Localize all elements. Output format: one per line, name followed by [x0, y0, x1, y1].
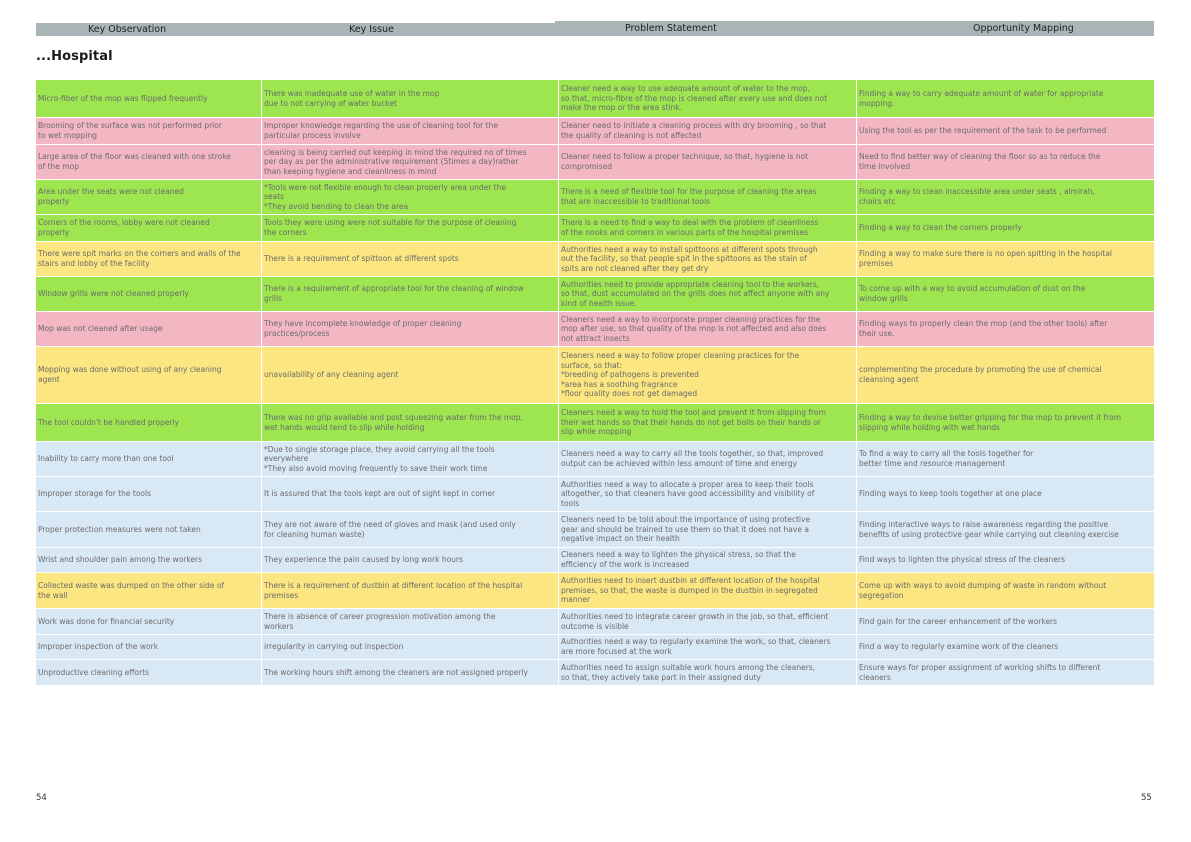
problem-cell	[559, 118, 857, 144]
problem-cell-text: Cleaners need to be told about the importance of using protective gear and should be trained to use them so that it does not have a negative impact on their health	[561, 515, 811, 544]
problem-cell	[559, 512, 857, 547]
opportunity-cell	[857, 180, 1154, 214]
observation-cell-text: Improper storage for the tools	[38, 489, 152, 499]
opportunity-cell	[857, 442, 1154, 476]
opportunity-cell-text: Finding a way to clean inaccessible area under seats , almirah, chairs etc	[859, 187, 1095, 206]
issue-cell-text: There is absence of career progression motivation among the workers	[264, 611, 496, 631]
problem-cell	[559, 145, 857, 179]
issue-cell	[262, 118, 559, 144]
issue-cell	[262, 145, 559, 179]
problem-cell	[559, 242, 857, 276]
observation-cell-text: Corners of the rooms, lobby were not cleaned properly	[38, 218, 210, 237]
opportunity-cell-text: Finding a way to clean the corners properly	[859, 223, 1022, 233]
problem-cell-text: Cleaner need to initiate a cleaning process with dry brooming , so that the quality of cleaning is not affected	[561, 121, 827, 140]
table-row	[36, 635, 1154, 660]
opportunity-cell	[857, 215, 1154, 241]
opportunity-cell-text: Finding a way to carry adequate amount of water for appropriate mopping.	[859, 88, 1104, 108]
table-row	[36, 180, 1154, 215]
opportunity-cell-text: Finding a way to make sure there is no open spitting in the hospital premises	[859, 249, 1113, 268]
issue-cell-text: Tools they were using were not suitable for the purpose of cleaning the corners	[264, 218, 517, 237]
observation-cell-text: Mop was not cleaned after usage	[38, 324, 163, 334]
problem-cell	[559, 609, 857, 634]
problem-cell-text: Cleaner need a way to use adequate amount of water to the mop, so that, micro-fibre of the mop is cleaned after every use and does not make the mop or the area stink.	[561, 84, 828, 113]
problem-cell	[559, 477, 857, 511]
issue-cell	[262, 477, 559, 511]
problem-cell	[559, 635, 857, 659]
problem-cell	[559, 548, 857, 572]
problem-cell	[559, 347, 857, 403]
table-row	[36, 477, 1154, 512]
issue-cell-text: They have incomplete knowledge of proper cleaning practices/process	[264, 319, 462, 338]
observation-cell	[36, 242, 262, 276]
observation-cell-text: Improper inspection of the work	[38, 642, 159, 652]
problem-cell-text: Cleaners need a way to carry all the tools together, so that, improved output can be achieved within less amount of time and energy	[561, 449, 824, 468]
issue-cell	[262, 442, 559, 476]
opportunity-cell-text: Find a way to regularly examine work of the cleaners	[859, 642, 1059, 652]
observation-cell-text: The tool couldn't be handled properly	[38, 417, 180, 427]
observation-cell	[36, 512, 262, 547]
opportunity-cell-text: Find gain for the career enhancement of the workers	[859, 616, 1058, 626]
opportunity-cell-text: To come up with a way to avoid accumulation of dust on the window grills	[859, 284, 1086, 303]
problem-cell	[559, 660, 857, 685]
observation-cell-text: Micro-fiber of the mop was flipped frequently	[38, 93, 208, 103]
observation-cell	[36, 548, 262, 572]
opportunity-cell-text: Ensure ways for proper assignment of working shifts to different cleaners	[859, 662, 1101, 682]
table-row	[36, 80, 1154, 118]
issue-cell	[262, 80, 559, 117]
problem-cell-text: Authorities need to insert dustbin at different location of the hospital premises, so that, the waste is dumped in the dustbin in segregated manner	[561, 576, 820, 605]
observation-cell	[36, 404, 262, 441]
problem-cell-text: Authorities need a way to regularly examine the work, so that, cleaners are more focused at the work	[561, 637, 831, 656]
observation-cell-text: Area under the seats were not cleaned properly	[38, 187, 184, 206]
problem-cell-text: Authorities need to integrate career growth in the job, so that, efficient outcome is visible	[561, 611, 829, 631]
observation-table	[36, 80, 1154, 686]
opportunity-cell-text: Using the tool as per the requirement of the task to be performed	[859, 126, 1107, 136]
table-row	[36, 660, 1154, 686]
table-row	[36, 548, 1154, 573]
issue-cell	[262, 347, 559, 403]
opportunity-cell	[857, 512, 1154, 547]
issue-cell	[262, 635, 559, 659]
observation-cell	[36, 573, 262, 608]
issue-cell-text: There was no grip available and post squeezing water from the mop, wet hands would tend to slip while holding	[264, 412, 523, 432]
observation-cell-text: Large area of the floor was cleaned with one stroke of the mop	[38, 152, 231, 171]
problem-cell-text: Cleaners need a way to hold the tool and prevent it from slipping from their wet hands so that their hands do not get boils on their hands or slip while mopping	[561, 408, 826, 437]
issue-cell	[262, 215, 559, 241]
issue-cell-text: *Tools were not flexible enough to clean properly area under the seats *They avoid bending to clean the area	[264, 182, 506, 211]
issue-cell	[262, 180, 559, 214]
opportunity-cell	[857, 635, 1154, 659]
issue-cell-text: There is a requirement of appropriate tool for the cleaning of window grills	[264, 284, 524, 303]
opportunity-cell-text: Come up with ways to avoid dumping of waste in random without segregation	[859, 580, 1107, 600]
table-row	[36, 277, 1154, 312]
header-problem-statement: Problem Statement	[555, 21, 897, 36]
table-row	[36, 404, 1154, 442]
table-row	[36, 609, 1154, 635]
observation-cell-text: Proper protection measures were not taken	[38, 524, 201, 534]
issue-cell-text: It is assured that the tools kept are out of sight kept in corner	[264, 489, 496, 499]
issue-cell-text: *Due to single storage place, they avoid carrying all the tools everywhere *They also avoid moving frequently to save their work time	[264, 444, 495, 473]
opportunity-cell	[857, 277, 1154, 311]
issue-cell-text: Improper knowledge regarding the use of cleaning tool for the particular process involve	[264, 121, 498, 140]
table-row	[36, 512, 1154, 548]
issue-cell	[262, 312, 559, 346]
issue-cell	[262, 404, 559, 441]
observation-cell	[36, 215, 262, 241]
problem-cell-text: There is a need of flexible tool for the purpose of cleaning the areas that are inaccessible to traditional tools	[561, 187, 817, 206]
issue-cell	[262, 609, 559, 634]
problem-cell-text: Cleaners need a way to incorporate proper cleaning practices for the mop after use, so that quality of the mop is not affected and also does not attract insects	[561, 314, 827, 343]
observation-cell	[36, 635, 262, 659]
opportunity-cell	[857, 548, 1154, 572]
opportunity-cell	[857, 477, 1154, 511]
header-spacer	[517, 23, 555, 36]
problem-cell	[559, 80, 857, 117]
table-row	[36, 442, 1154, 477]
problem-cell	[559, 404, 857, 441]
problem-cell-text: Cleaners need a way to lighten the physical stress, so that the efficiency of the work is increased	[561, 550, 796, 569]
header-key-issue: Key Issue	[263, 23, 517, 36]
problem-cell-text: Cleaner need to follow a proper technique, so that, hygiene is not compromised	[561, 152, 809, 171]
issue-cell	[262, 573, 559, 608]
opportunity-cell-text: Need to find better way of cleaning the floor so as to reduce the time involved	[859, 152, 1101, 171]
observation-cell	[36, 118, 262, 144]
issue-cell	[262, 242, 559, 276]
problem-cell	[559, 573, 857, 608]
section-title: ...Hospital	[36, 49, 113, 64]
problem-cell-text: There is a need to find a way to deal with the problem of cleanliness of the nooks and corners in various parts of the hospital premises	[561, 218, 819, 237]
issue-cell	[262, 512, 559, 547]
issue-cell	[262, 548, 559, 572]
table-row	[36, 242, 1154, 277]
opportunity-cell	[857, 242, 1154, 276]
table-row	[36, 215, 1154, 242]
observation-cell-text: Brooming of the surface was not performed prior to wet mopping	[38, 121, 222, 140]
issue-cell	[262, 277, 559, 311]
opportunity-cell	[857, 573, 1154, 608]
problem-cell-text: Authorities need to assign suitable work hours among the cleaners, so that, they actively take part in their assigned duty	[561, 662, 816, 682]
problem-cell-text: Authorities need a way to allocate a proper area to keep their tools altogether, so that cleaners have good accessibility and visibility of tools	[561, 479, 815, 508]
page-number-right: 55	[1141, 793, 1152, 803]
observation-cell	[36, 442, 262, 476]
problem-cell	[559, 442, 857, 476]
opportunity-cell-text: complementing the procedure by promoting the use of chemical cleansing agent	[859, 365, 1102, 384]
problem-cell	[559, 180, 857, 214]
opportunity-cell	[857, 404, 1154, 441]
opportunity-cell	[857, 80, 1154, 117]
header-opportunity-mapping: Opportunity Mapping	[897, 21, 1154, 36]
issue-cell-text: They experience the pain caused by long work hours	[264, 555, 463, 565]
opportunity-cell	[857, 347, 1154, 403]
observation-cell	[36, 145, 262, 179]
observation-cell-text: There were spit marks on the corners and walls of the stairs and lobby of the facility	[38, 249, 241, 268]
problem-cell-text: Authorities need a way to install spittoons at different spots through out the facility, so that people spit in the spittoons as the stain of spits are not cleaned after they get dry	[561, 244, 818, 273]
observation-cell-text: Wrist and shoulder pain among the workers	[38, 555, 203, 565]
observation-cell-text: Unproductive cleaning efforts	[38, 667, 150, 677]
table-row	[36, 145, 1154, 180]
opportunity-cell-text: Finding a way to devise better gripping for the mop to prevent it from slipping while holding with wet hands	[859, 412, 1121, 432]
problem-cell-text: Authorities need to provide appropriate cleaning tool to the workers, so that, dust accumulated on the grills does not affect anyone with any kind of health issue.	[561, 279, 830, 308]
table-row	[36, 312, 1154, 347]
opportunity-cell-text: Find ways to lighten the physical stress of the cleaners	[859, 555, 1065, 565]
opportunity-cell-text: Finding interactive ways to raise awareness regarding the positive benefits of using protective gear while carrying out cleaning exercise	[859, 519, 1119, 539]
issue-cell-text: irregularity in carrying out inspection	[264, 642, 404, 652]
opportunity-cell	[857, 609, 1154, 634]
observation-cell	[36, 180, 262, 214]
issue-cell-text: The working hours shift among the cleaners are not assigned properly	[264, 667, 528, 677]
issue-cell-text: cleaning is being carried out keeping in mind the required no of times per day as per the administrative requirement (5times a day)rather than keeping hygiene and cleanliness in mind	[264, 147, 527, 176]
observation-cell	[36, 477, 262, 511]
observation-cell	[36, 277, 262, 311]
opportunity-cell-text: To find a way to carry all the tools together for better time and resource management	[859, 449, 1034, 468]
observation-cell-text: Inability to carry more than one tool	[38, 454, 174, 464]
observation-cell-text: Window grills were not cleaned properly	[38, 289, 189, 299]
problem-cell	[559, 277, 857, 311]
opportunity-cell	[857, 660, 1154, 685]
issue-cell-text: There was inadequate use of water in the mop due to not carrying of water bucket	[264, 88, 440, 108]
observation-cell-text: Collected waste was dumped on the other side of the wall	[38, 580, 225, 600]
observation-cell	[36, 660, 262, 685]
table-row	[36, 573, 1154, 609]
issue-cell	[262, 660, 559, 685]
page-number-left: 54	[36, 793, 47, 803]
issue-cell-text: They are not aware of the need of gloves and mask (and used only for cleaning human waste)	[264, 519, 516, 539]
observation-cell-text: Work was done for financial security	[38, 616, 175, 626]
issue-cell-text: There is a requirement of spittoon at different spots	[264, 254, 459, 264]
header-key-observation: Key Observation	[36, 23, 263, 36]
table-row	[36, 118, 1154, 145]
opportunity-cell	[857, 312, 1154, 346]
observation-cell-text: Mopping was done without using of any cleaning agent	[38, 365, 222, 384]
opportunity-cell	[857, 145, 1154, 179]
issue-cell-text: There is a requirement of dustbin at different location of the hospital premises	[264, 580, 523, 600]
problem-cell	[559, 215, 857, 241]
observation-cell	[36, 347, 262, 403]
opportunity-cell-text: Finding ways to properly clean the mop (and the other tools) after their use.	[859, 319, 1108, 338]
observation-cell	[36, 80, 262, 117]
problem-cell-text: Cleaners need a way to follow proper cleaning practices for the surface, so that: *breeding of pathogens is prevented *area has a soothing fragrance *floor quality does not get damaged	[561, 351, 800, 399]
problem-cell	[559, 312, 857, 346]
observation-cell	[36, 609, 262, 634]
opportunity-cell-text: Finding ways to keep tools together at one place	[859, 489, 1042, 499]
issue-cell-text: unavailability of any cleaning agent	[264, 370, 399, 380]
table-header	[36, 21, 1154, 36]
observation-cell	[36, 312, 262, 346]
opportunity-cell	[857, 118, 1154, 144]
table-row	[36, 347, 1154, 404]
